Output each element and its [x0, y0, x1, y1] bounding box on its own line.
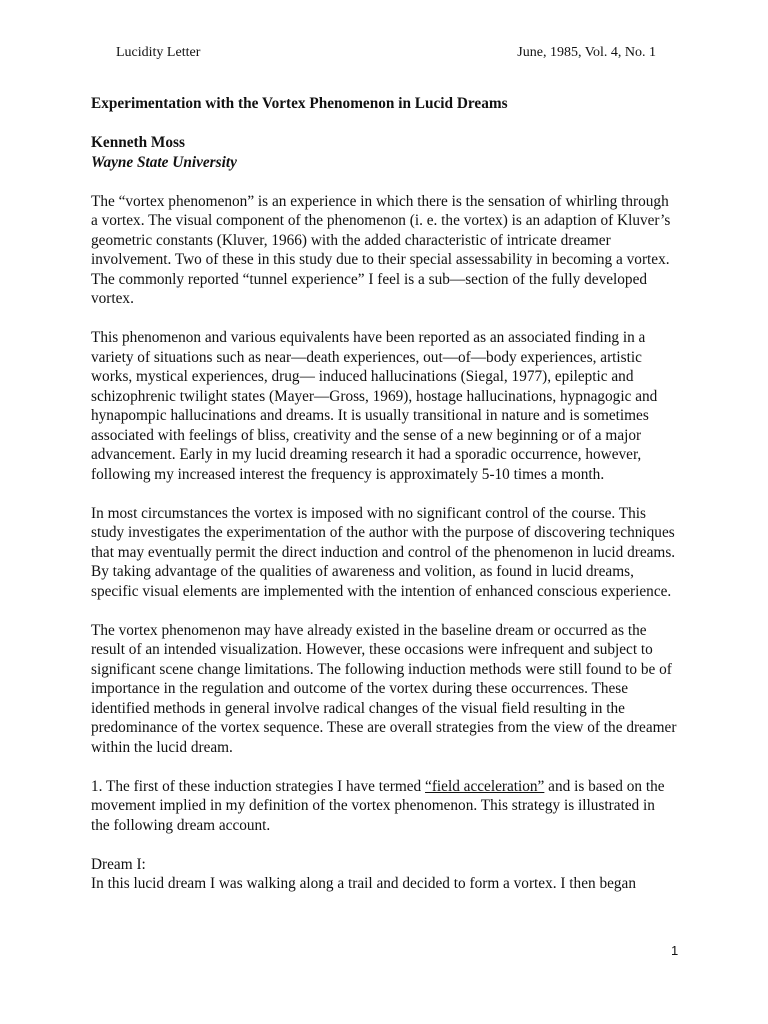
running-header: [116, 45, 656, 61]
dream-heading: Dream I:: [91, 855, 146, 873]
paragraph-strategy: [91, 777, 677, 836]
paragraph-2: This phenomenon and various equivalents have been reported as an associated finding in a variety of situations such as near—death experiences, out—of—body experiences, artistic works, mystical experiences, drug— induced hallucinations (Siegal, 1977), epileptic and schizophrenic twilight states (Mayer—Gross, 1969), hostage hallucinations, hypnagogic and hynapompic hallucinations and dreams. It is usually transitional in nature and is sometimes associated with feelings of bliss, creativity and the sense of a new beginning or of a major advancement. Early in my lucid dreaming research it had a sporadic occurrence, however, following my increased interest the frequency is approximately 5-10 times a month.: [91, 329, 658, 483]
author-affiliation: Wayne State University: [91, 153, 237, 171]
article-body: [91, 94, 677, 894]
article-title: Experimentation with the Vortex Phenomenon in Lucid Dreams: [91, 95, 508, 112]
field-acceleration-term: “field acceleration”: [425, 777, 545, 795]
journal-name: Lucidity Letter: [116, 45, 201, 60]
strategy-rest: and is based on the movement implied in my definition of the vortex phenomenon. This strategy is illustrated in the following dream account.: [91, 777, 665, 834]
paragraph-3: In most circumstances the vortex is imposed with no significant control of the course. This study investigates the experimentation of the author with the purpose of discovering techniques that may eventually permit the direct induction and control of the phenomenon in lucid dreams. By taking advantage of the qualities of awareness and volition, as found in lucid dreams, specific visual elements are implemented with the intention of enhanced conscious experience.: [91, 504, 676, 600]
strategy-intro: 1. The first of these induction strategies I have termed: [91, 777, 426, 795]
issue-info: June, 1985, Vol. 4, No. 1: [517, 45, 656, 60]
page-number: 1: [671, 943, 679, 958]
dream-text: In this lucid dream I was walking along a trail and decided to form a vortex. I then began: [91, 875, 636, 892]
paragraph-4: The vortex phenomenon may have already existed in the baseline dream or occurred as the result of an intended visualization. However, these occasions were infrequent and subject to significant scene change limitations. The following induction methods were still found to be of importance in the regulation and outcome of the vortex during these occurrences. These identified methods in general involve radical changes of the visual field resulting in the predominance of the vortex sequence. These are overall strategies from the view of the dreamer within the lucid dream.: [91, 621, 677, 756]
paragraph-1: The “vortex phenomenon” is an experience in which there is the sensation of whirling through a vortex. The visual component of the phenomenon (i. e. the vortex) is an adaption of Kluver’s geometric constants (Kluver, 1966) with the added characteristic of intricate dreamer involvement. Two of these in this study due to their special assessability in becoming a vortex. The commonly reported “tunnel experience” I feel is a sub—section of the fully developed vortex.: [91, 192, 671, 307]
author-name: Kenneth Moss: [91, 134, 185, 151]
